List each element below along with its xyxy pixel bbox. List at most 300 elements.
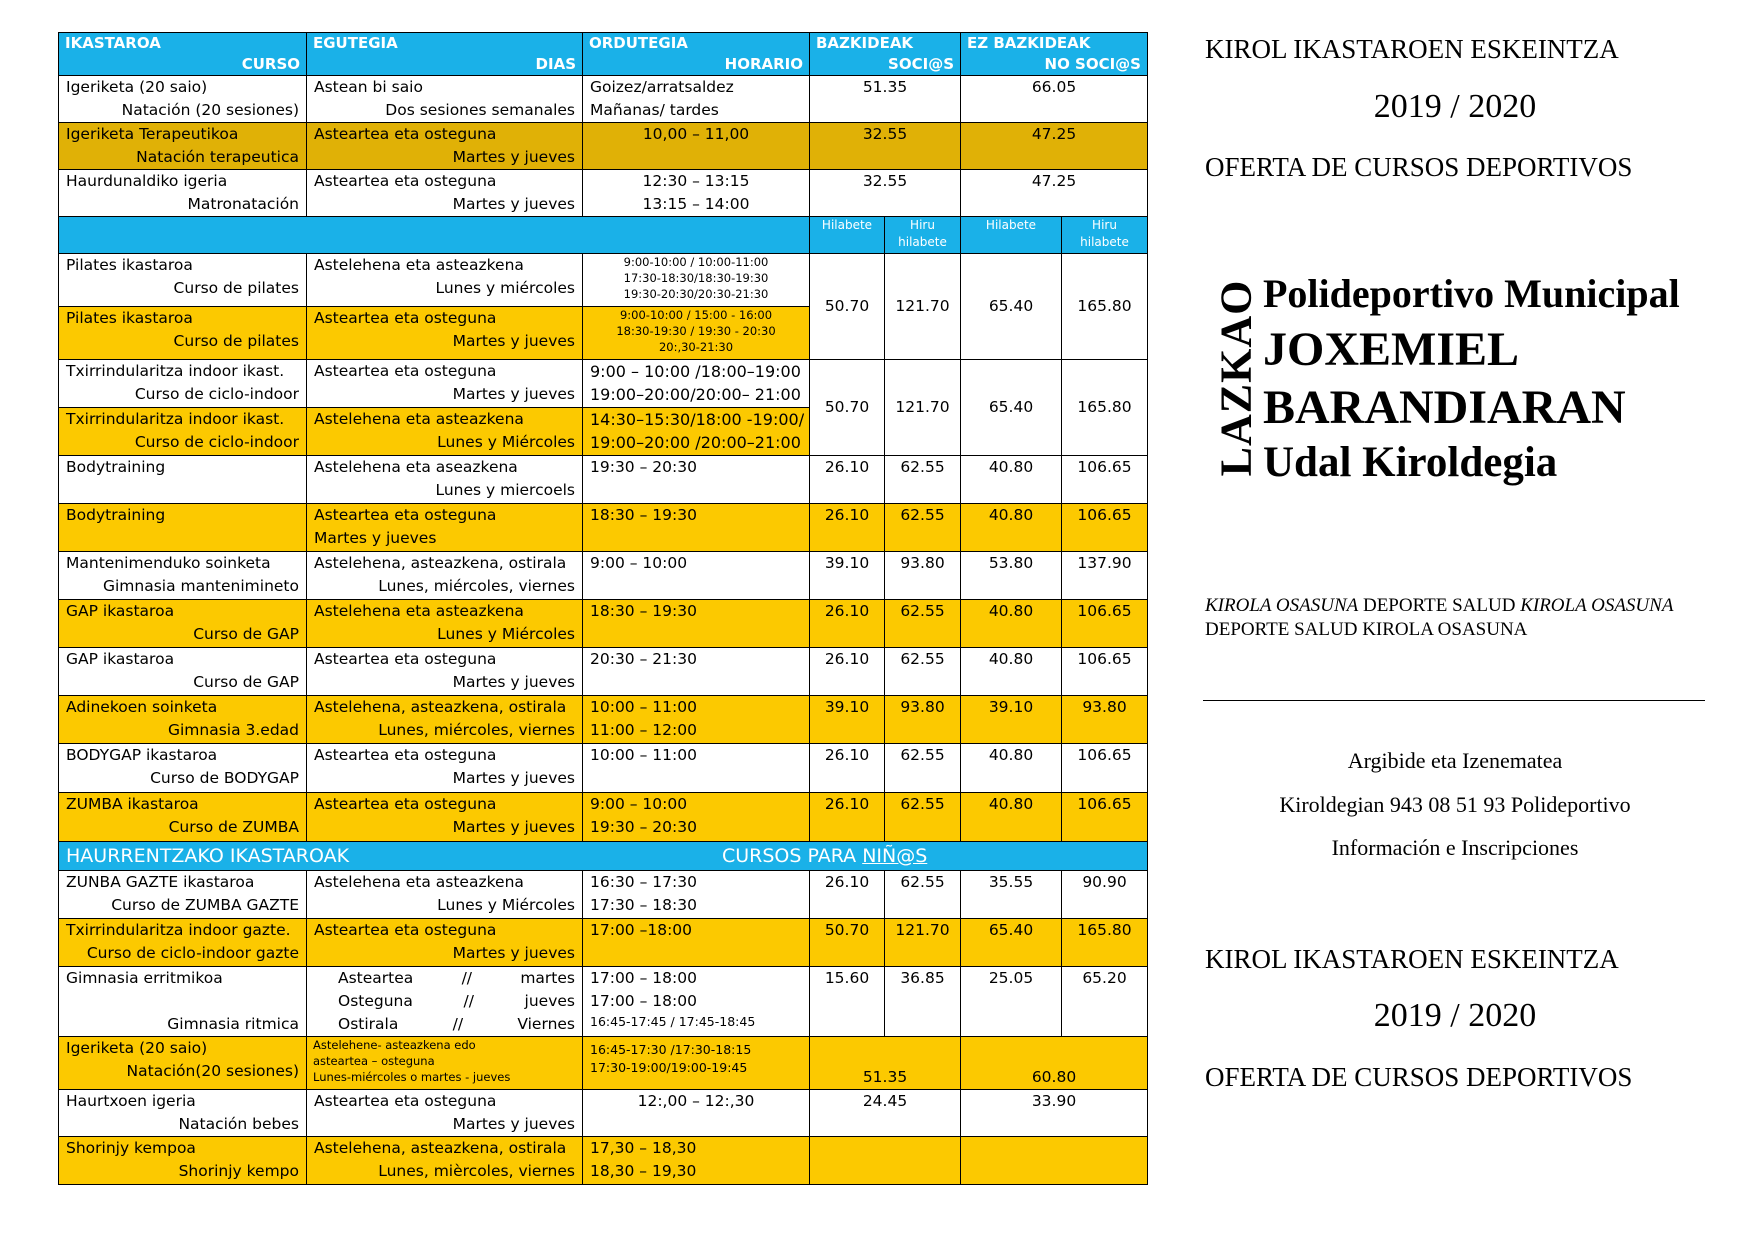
table-cell <box>1062 967 1148 1037</box>
cell-text: 165.80 <box>1077 297 1132 315</box>
label-eu: BODYGAP ikastaroa <box>66 746 218 764</box>
table-cell <box>961 793 1062 842</box>
info-line-1: Argibide eta Izenematea <box>1347 748 1563 773</box>
label-eu: Txirrindularitza indoor ikast. <box>66 410 285 428</box>
cell-text: 40.80 <box>988 458 1034 476</box>
cell-text: 39.10 <box>988 698 1034 716</box>
cell-text: 26.10 <box>824 650 870 668</box>
table-cell <box>583 504 810 552</box>
label-es: Martes y jueves <box>452 944 575 962</box>
table-cell <box>59 793 307 842</box>
table-cell <box>583 1137 810 1185</box>
table-cell <box>583 648 810 696</box>
subheader-row <box>59 217 1148 254</box>
cell-text: Hiru <box>1092 218 1117 232</box>
season-year: 2019 / 2020 <box>1373 88 1537 125</box>
label-es: Curso de ciclo-indoor <box>134 385 299 403</box>
table-cell <box>59 1090 307 1137</box>
header-schedule <box>583 33 810 76</box>
label-eu: ZUMBA ikastaroa <box>66 795 199 813</box>
cell-text: EGUTEGIA <box>313 34 398 52</box>
cell-text: 106.65 <box>1077 746 1132 764</box>
table-row <box>59 552 1148 600</box>
table-cell <box>307 552 583 600</box>
cell-text: 47.25 <box>1031 125 1077 143</box>
table-cell <box>810 217 885 254</box>
table-cell <box>59 76 307 123</box>
table-cell <box>810 504 885 552</box>
table-cell <box>961 1137 1148 1185</box>
cell-text: 16:45-17:45 / 17:45-18:45 <box>590 1014 756 1029</box>
table-cell <box>1062 360 1148 456</box>
label-eu: Asteartea eta osteguna <box>314 362 497 380</box>
cell-text: Goizez/arratsaldez <box>590 78 734 96</box>
cell-text: Osteguna <box>338 992 413 1010</box>
cell-text: 10:00 – 11:00 <box>590 746 697 764</box>
table-cell <box>583 1090 810 1137</box>
label-es: Curso de GAP <box>193 673 299 691</box>
label-eu: Txirrindularitza indoor ikast. <box>66 362 285 380</box>
table-cell <box>810 648 885 696</box>
cell-text: 9:00 – 10:00 <box>590 554 688 572</box>
cell-text: 40.80 <box>988 650 1034 668</box>
cell-text: 17:00 – 18:00 <box>590 969 697 987</box>
cell-text: 11:00 – 12:00 <box>590 721 697 739</box>
label-es: Curso de BODYGAP <box>150 769 299 787</box>
table-cell <box>59 919 307 967</box>
cell-text: hilabete <box>898 235 947 249</box>
offer-title-eu: KIROL IKASTAROEN ESKEINTZA <box>1205 34 1619 64</box>
label-eu: Astelehena, asteazkena, ostirala <box>314 1139 567 1157</box>
cell-text: 106.65 <box>1077 650 1132 668</box>
table-cell <box>307 871 583 919</box>
cell-text: 18,30 – 19,30 <box>590 1162 697 1180</box>
cell-text: 19:30-20:30/20:30-21:30 <box>623 287 769 301</box>
cell-text: 39.10 <box>824 554 870 572</box>
table-cell <box>885 793 961 842</box>
table-cell <box>59 871 307 919</box>
table-cell <box>885 217 961 254</box>
cell-text: // <box>461 969 473 987</box>
cell-text: 40.80 <box>988 795 1034 813</box>
venue-line-1: Polideportivo Municipal <box>1263 271 1680 316</box>
table-cell <box>59 254 307 307</box>
cell-text: 19:30 – 20:30 <box>590 818 697 836</box>
cell-text: 9:00-10:00 / 15:00 - 16:00 <box>619 308 773 322</box>
kids-header-es: CURSOS PARA <box>722 845 863 867</box>
label-es: Matronatación <box>187 195 299 213</box>
label-eu: Asteartea eta osteguna <box>314 746 497 764</box>
label-eu: Pilates ikastaroa <box>66 309 193 327</box>
kids-header-cell <box>59 842 1148 871</box>
table-cell <box>810 552 885 600</box>
cell-text: 50.70 <box>824 398 870 416</box>
label-eu: GAP ikastaroa <box>66 650 175 668</box>
table-cell <box>59 648 307 696</box>
table-cell <box>810 456 885 504</box>
table-cell <box>583 123 810 170</box>
label-es: Lunes y miércoles <box>435 279 575 297</box>
table-cell <box>307 504 583 552</box>
table-row <box>59 123 1148 170</box>
table-cell <box>810 871 885 919</box>
cell-text: 93.80 <box>1082 698 1127 716</box>
label-es: Curso de ciclo-indoor <box>134 433 299 451</box>
cell-text: 40.80 <box>988 602 1034 620</box>
table-row <box>59 456 1148 504</box>
table-cell <box>1062 217 1148 254</box>
table-cell <box>583 744 810 793</box>
label-eu: Mantenimenduko soinketa <box>66 554 271 572</box>
table-cell <box>307 793 583 842</box>
table-cell <box>307 254 583 307</box>
label-eu: Bodytraining <box>66 506 166 524</box>
cell-text: jueves <box>524 992 575 1010</box>
label-eu: Astelehena eta asteazkena <box>314 410 524 428</box>
table-cell <box>810 600 885 648</box>
label-eu: Asteartea eta osteguna <box>314 506 497 524</box>
cell-text: 12:,00 – 12:,30 <box>637 1092 755 1110</box>
label-eu: Astelehena, asteazkena, ostirala <box>314 698 567 716</box>
cell-text: 12:30 – 13:15 <box>642 172 750 190</box>
label-eu: ZUNBA GAZTE ikastaroa <box>66 873 255 891</box>
table-cell <box>583 76 810 123</box>
cell-text: 25.05 <box>988 969 1034 987</box>
kids-section-header <box>59 842 1148 871</box>
cell-text: hilabete <box>1080 235 1129 249</box>
label-eu: Shorinjy kempoa <box>66 1139 196 1157</box>
table-cell <box>885 600 961 648</box>
member-price <box>810 123 961 170</box>
cell-text: 65.20 <box>1082 969 1127 987</box>
info-line-3: Información e Inscripciones <box>1331 835 1579 860</box>
table-cell <box>961 1037 1148 1090</box>
table-cell <box>59 504 307 552</box>
table-cell <box>583 793 810 842</box>
table-cell <box>307 1090 583 1137</box>
label-es: Curso de ZUMBA <box>168 818 299 836</box>
cell-text: 53.80 <box>988 554 1034 572</box>
table-cell <box>810 1137 961 1185</box>
cell-text: 65.40 <box>988 398 1034 416</box>
label-eu: Asteartea eta osteguna <box>314 1092 497 1110</box>
kids-header-link: NIÑ@S <box>862 845 928 867</box>
table-row <box>59 648 1148 696</box>
label-eu: Asteartea eta osteguna <box>314 172 497 190</box>
venue-line-4: Udal Kiroldegia <box>1263 439 1558 486</box>
cell-text: IKASTAROA <box>65 34 161 52</box>
table-cell <box>59 967 307 1037</box>
table-cell <box>59 360 307 408</box>
table-cell <box>307 307 583 360</box>
cell-text: Hilabete <box>985 218 1037 232</box>
cell-text: 121.70 <box>895 398 950 416</box>
cell-text: 62.55 <box>900 458 945 476</box>
label-eu: Adinekoen soinketa <box>66 698 218 716</box>
label-es: Curso de ciclo-indoor gazte <box>86 944 299 962</box>
label-eu: Astelehena eta asteazkena <box>314 256 524 274</box>
table-row <box>59 504 1148 552</box>
table-cell <box>1062 744 1148 793</box>
table-cell <box>583 1037 810 1090</box>
cell-text: BAZKIDEAK <box>816 34 914 52</box>
cell-text: 47.25 <box>1031 172 1077 190</box>
table-cell <box>307 170 583 217</box>
table-cell <box>583 967 810 1037</box>
cell-text: 26.10 <box>824 506 870 524</box>
cell-text: Lunes-miércoles o martes - jueves <box>313 1070 511 1084</box>
cell-text: 26.10 <box>824 873 870 891</box>
table-cell <box>1062 552 1148 600</box>
table-cell <box>583 600 810 648</box>
cell-text: 62.55 <box>900 795 945 813</box>
cell-text: 40.80 <box>988 506 1034 524</box>
label-es: Martes y jueves <box>452 769 575 787</box>
table-cell <box>583 170 810 217</box>
label-eu: Txirrindularitza indoor gazte. <box>66 921 291 939</box>
label-es: Curso de ZUMBA GAZTE <box>111 896 299 914</box>
cell-text: 35.55 <box>988 873 1034 891</box>
table-cell <box>961 600 1062 648</box>
cell-text: 15.60 <box>824 969 870 987</box>
nonmember-price <box>961 170 1148 217</box>
table-cell <box>961 552 1062 600</box>
table-cell <box>583 696 810 744</box>
cell-text: 24.45 <box>862 1092 908 1110</box>
cell-text: NO SOCI@S <box>1044 55 1141 73</box>
cell-text: 93.80 <box>900 698 945 716</box>
table-row <box>59 254 1148 307</box>
table-cell <box>59 552 307 600</box>
table-cell <box>583 254 810 307</box>
table-cell <box>59 1037 307 1090</box>
cell-text: 62.55 <box>900 602 945 620</box>
table-cell <box>810 1037 961 1090</box>
season-year-2: 2019 / 2020 <box>1373 997 1537 1034</box>
venue-line-3: BARANDIARAN <box>1263 381 1626 434</box>
cell-text: 36.85 <box>900 969 945 987</box>
town-name-vertical: LAZKAO <box>1211 279 1261 477</box>
table-cell <box>961 504 1062 552</box>
cell-text: 62.55 <box>900 746 945 764</box>
cell-text: 62.55 <box>900 650 945 668</box>
table-cell <box>307 123 583 170</box>
label-es: Martes y jueves <box>452 195 575 213</box>
cell-text: 9:00 – 10:00 /18:00–19:00 <box>590 362 801 381</box>
table-cell <box>307 919 583 967</box>
cell-text: 17:00 –18:00 <box>590 921 693 939</box>
label-es: Martes y jueves <box>452 1115 575 1133</box>
cell-text: 106.65 <box>1077 458 1132 476</box>
label-es: Lunes y Miércoles <box>437 433 575 451</box>
label-es: Lunes, mièrcoles, viernes <box>378 1162 575 1180</box>
table-cell <box>810 254 885 360</box>
label-eu: Haurtxoen igeria <box>66 1092 196 1110</box>
cell-text: 26.10 <box>824 458 870 476</box>
table-cell <box>307 456 583 504</box>
table-cell <box>583 456 810 504</box>
header-nonmembers <box>961 33 1148 76</box>
table-cell <box>1062 793 1148 842</box>
cell-text: 17:30-18:30/18:30-19:30 <box>623 271 769 285</box>
cell-text: 65.40 <box>988 297 1034 315</box>
label-eu: GAP ikastaroa <box>66 602 175 620</box>
cell-text: 26.10 <box>824 602 870 620</box>
cell-text: Gimnasia erritmikoa <box>66 969 223 987</box>
cell-text: Gimnasia ritmica <box>167 1015 299 1033</box>
cell-text: 18:30-19:30 / 19:30 - 20:30 <box>616 324 776 338</box>
label-es: Dos sesiones semanales <box>385 101 575 119</box>
table-row <box>59 170 1148 217</box>
table-cell <box>961 456 1062 504</box>
cell-text: 13:15 – 14:00 <box>642 195 750 213</box>
table-cell <box>961 1090 1148 1137</box>
table-cell <box>961 696 1062 744</box>
table-row <box>59 919 1148 967</box>
label-es: Natación (20 sesiones) <box>121 101 299 119</box>
cell-text: 32.55 <box>862 125 908 143</box>
label-eu: Astean bi saio <box>314 78 423 96</box>
table-header-row <box>59 33 1148 76</box>
table-cell <box>59 217 810 254</box>
info-phone: Kiroldegian 943 08 51 93 Polideportivo <box>1279 792 1631 817</box>
cell-text: ORDUTEGIA <box>589 34 688 52</box>
cell-text: Mañanas/ tardes <box>590 101 719 119</box>
table-cell <box>1062 871 1148 919</box>
table-cell <box>885 648 961 696</box>
table-row <box>59 1090 1148 1137</box>
label-es: Shorinjy kempo <box>178 1162 299 1180</box>
table-cell <box>1062 919 1148 967</box>
table-cell <box>59 600 307 648</box>
label-es: Lunes y Miércoles <box>437 896 575 914</box>
table-cell <box>583 360 810 408</box>
kids-header-eu: HAURRENTZAKO IKASTAROAK <box>66 845 350 867</box>
offer-title-es: OFERTA DE CURSOS DEPORTIVOS <box>1205 152 1633 182</box>
label-es: Lunes, miércoles, viernes <box>378 577 575 595</box>
table-cell <box>307 600 583 648</box>
table-cell <box>583 408 810 456</box>
label-eu: Asteartea eta osteguna <box>314 795 497 813</box>
cell-text: 121.70 <box>895 921 950 939</box>
cell-text: 106.65 <box>1077 506 1132 524</box>
table-cell <box>1062 254 1148 360</box>
label-eu: Haurdunaldiko igeria <box>66 172 228 190</box>
table-cell <box>810 696 885 744</box>
table-row <box>59 967 1148 1037</box>
label-es: Martes y jueves <box>452 673 575 691</box>
table-row <box>59 360 1148 408</box>
cell-text: 26.10 <box>824 746 870 764</box>
table-cell <box>1062 456 1148 504</box>
cell-text: Hilabete <box>821 218 873 232</box>
label-es: Martes y jueves <box>452 385 575 403</box>
table-cell <box>59 1137 307 1185</box>
offer-title-es-2: OFERTA DE CURSOS DEPORTIVOS <box>1205 1062 1633 1092</box>
table-cell <box>583 871 810 919</box>
cell-text: SOCI@S <box>888 55 954 73</box>
table-cell <box>1062 696 1148 744</box>
label-es: Curso de GAP <box>193 625 299 643</box>
table-row <box>59 1037 1148 1090</box>
cell-text: 65.40 <box>988 921 1034 939</box>
label-es: Gimnasia 3.edad <box>167 721 299 739</box>
table-cell <box>961 871 1062 919</box>
table-cell <box>307 967 583 1037</box>
cell-text: 106.65 <box>1077 602 1132 620</box>
table-cell <box>307 408 583 456</box>
nonmember-price <box>961 76 1148 123</box>
cell-text: EZ BAZKIDEAK <box>967 34 1091 52</box>
table-cell <box>885 744 961 793</box>
label-eu: Astelehena eta asteazkena <box>314 602 524 620</box>
cell-text: 20:,30-21:30 <box>658 340 734 354</box>
table-cell <box>961 648 1062 696</box>
table-cell <box>885 871 961 919</box>
label-es: Curso de pilates <box>173 332 299 350</box>
cell-text: 106.65 <box>1077 795 1132 813</box>
table-cell <box>307 1037 583 1090</box>
slogan: KIROLA OSASUNA DEPORTE SALUD KIROLA OSASUNA DEPORTE SALUD KIROLA OSASUNA <box>1205 595 1674 640</box>
label-es: Martes y jueves <box>314 529 437 547</box>
table-cell <box>961 254 1062 360</box>
table-cell <box>810 793 885 842</box>
header-course <box>59 33 307 76</box>
cell-text: CURSO <box>241 55 300 73</box>
label-es: Lunes, miércoles, viernes <box>378 721 575 739</box>
table-cell <box>59 744 307 793</box>
cell-text: 9:00 – 10:00 <box>590 795 688 813</box>
table-cell <box>59 307 307 360</box>
table-cell <box>307 1137 583 1185</box>
cell-text: 16:45-17:30 /17:30-18:15 <box>590 1042 752 1057</box>
cell-text: 17:30-19:00/19:00-19:45 <box>590 1059 748 1075</box>
table-cell <box>810 919 885 967</box>
cell-text: 39.10 <box>824 698 870 716</box>
cell-text: 17:30 – 18:30 <box>590 896 697 914</box>
table-cell <box>961 744 1062 793</box>
label-eu: Astelehena, asteazkena, ostirala <box>314 554 567 572</box>
cell-text: 165.80 <box>1077 921 1132 939</box>
table-cell <box>885 504 961 552</box>
header-members <box>810 33 961 76</box>
cell-text: 51.35 <box>862 78 908 96</box>
cell-text: 165.80 <box>1077 398 1132 416</box>
venue-line-2: JOXEMIEL <box>1263 323 1520 376</box>
table-cell <box>1062 504 1148 552</box>
table-cell <box>810 360 885 456</box>
cell-text: Hiru <box>910 218 935 232</box>
table-cell <box>59 170 307 217</box>
cell-text: 51.35 <box>862 1068 908 1086</box>
table-cell <box>885 967 961 1037</box>
table-cell <box>583 307 810 360</box>
cell-text: 19:30 – 20:30 <box>590 458 697 476</box>
cell-text: DIAS <box>535 55 576 73</box>
cell-text: // <box>452 1015 464 1033</box>
table-cell <box>59 408 307 456</box>
table-cell <box>885 456 961 504</box>
table-cell <box>810 1090 961 1137</box>
table-cell <box>307 360 583 408</box>
divider <box>1203 700 1705 701</box>
cell-text: Astelehene- asteazkena edo <box>313 1038 476 1052</box>
table-cell <box>583 919 810 967</box>
cell-text: 62.55 <box>900 506 945 524</box>
table-row <box>59 76 1148 123</box>
cell-text: 18:30 – 19:30 <box>590 506 697 524</box>
cell-text: 16:30 – 17:30 <box>590 873 697 891</box>
